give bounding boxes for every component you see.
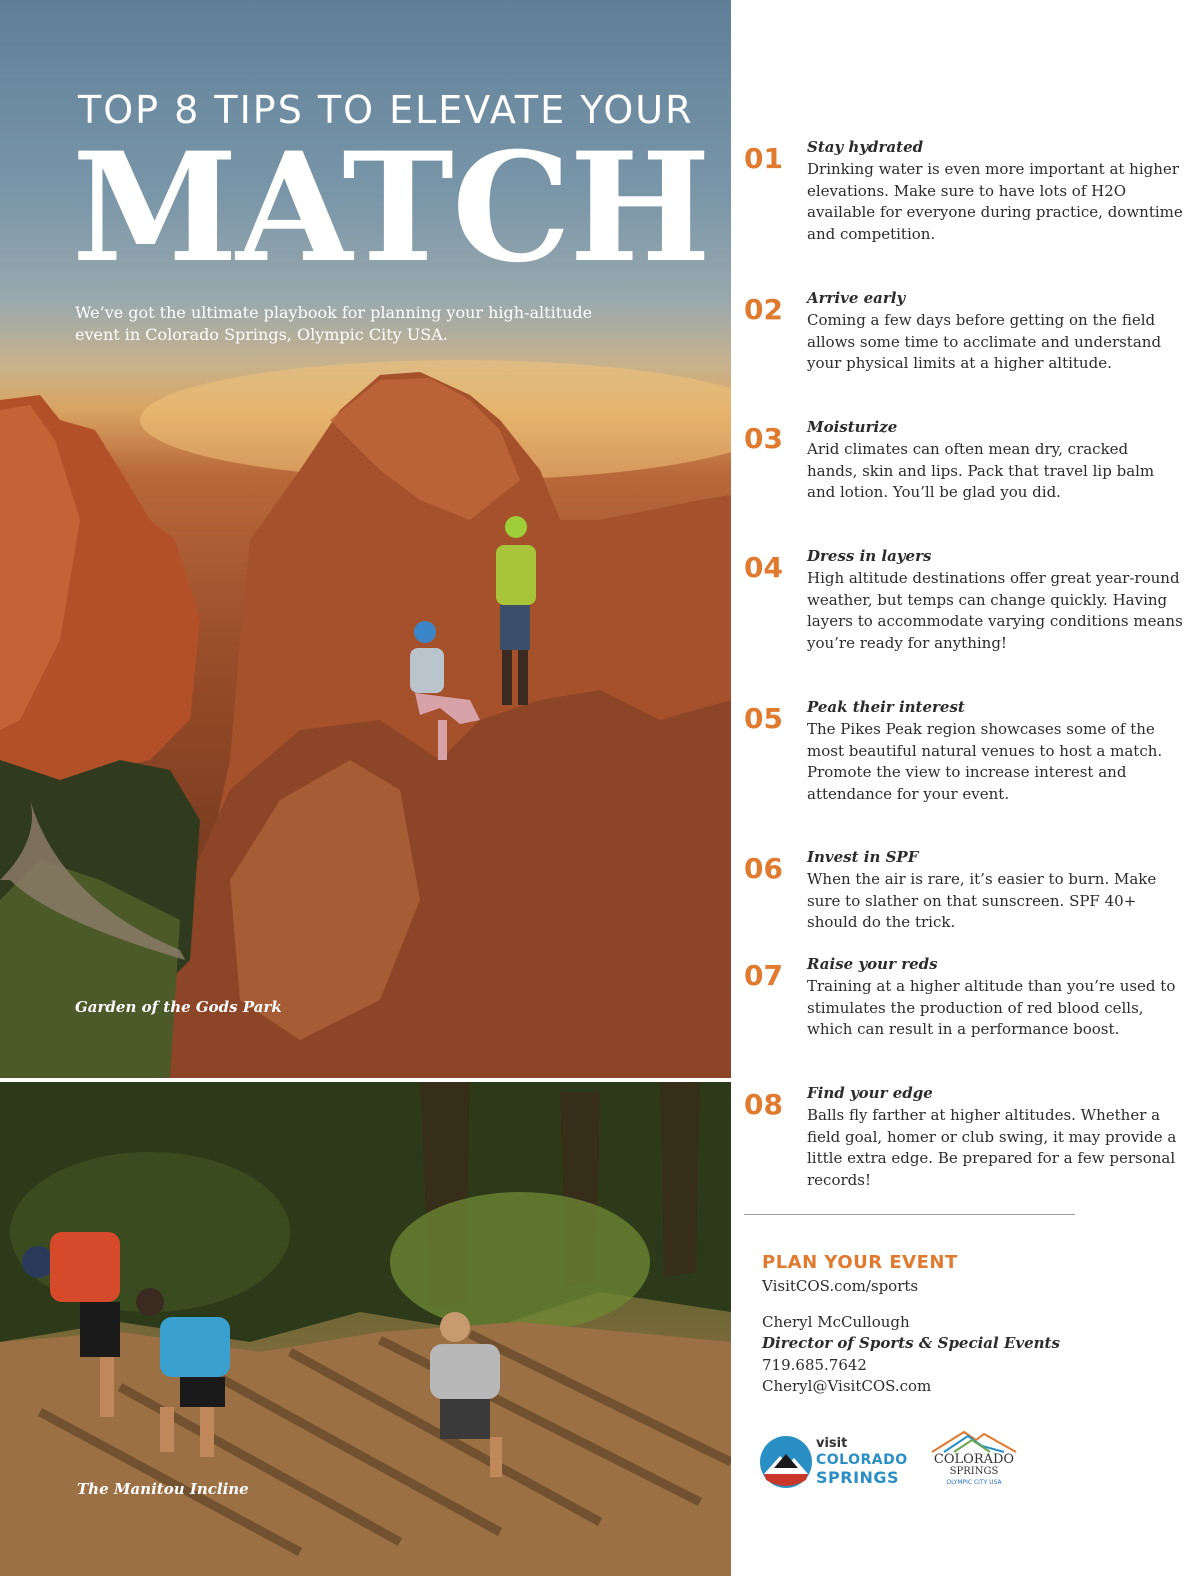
- tip-number: 06: [744, 852, 783, 885]
- tip-title: Peak their interest: [807, 698, 965, 716]
- tip-number: 02: [744, 293, 783, 326]
- contact-phone[interactable]: 719.685.7642: [762, 1355, 867, 1374]
- tip-body: Training at a higher altitude than you’re used to stimulates the production of red blood cells, which can result in a performance boost.: [807, 977, 1176, 1038]
- tip-number: 08: [744, 1088, 783, 1121]
- visit-colorado-springs-logo: [758, 1430, 908, 1490]
- tip-title: Invest in SPF: [807, 848, 919, 866]
- mountain-emblem-icon: [758, 1434, 814, 1490]
- logo-visit-line1: COLORADO: [816, 1452, 908, 1468]
- plan-spacer: [762, 1298, 1182, 1312]
- tip-body: The Pikes Peak region showcases some of the most beautiful natural venues to host a match. Promote the view to increase interest and attendance for your event.: [807, 720, 1163, 803]
- caption-manitou-incline: The Manitou Incline: [77, 1480, 249, 1498]
- tip-number: 03: [744, 422, 783, 455]
- contact-title: Director of Sports & Special Events: [762, 1334, 1060, 1352]
- tip-title: Find your edge: [807, 1084, 933, 1102]
- contact-name: Cheryl McCullough: [762, 1312, 910, 1331]
- tip-number: 05: [744, 702, 783, 735]
- intro-text: We’ve got the ultimate playbook for planning your high-altitude event in Colorado Springs, Olympic City USA.: [75, 303, 593, 344]
- logo-cos-line3: OLYMPIC CITY USA: [946, 1479, 1002, 1486]
- tip-number: 07: [744, 959, 783, 992]
- section-divider: [744, 1214, 1075, 1215]
- logo-cos-line1: COLORADO: [933, 1452, 1015, 1467]
- tip-title: Dress in layers: [807, 547, 932, 565]
- logo-cos-line2: SPRINGS: [949, 1466, 999, 1477]
- headline-kicker: TOP 8 TIPS TO ELEVATE YOUR: [78, 88, 694, 132]
- tip-body: Drinking water is even more important at higher elevations. Make sure to have lots of H2O available for everyone during practice, downtime and competition.: [807, 160, 1183, 243]
- tip-number: 01: [744, 142, 783, 175]
- tip-body: High altitude destinations offer great year-round weather, but temps can change quickly. Having layers to accommodate varying conditions means you’re ready for anything!: [807, 569, 1183, 652]
- headline-main: MATCH: [72, 120, 709, 296]
- colorado-springs-olympic-city-logo: [924, 1426, 1024, 1492]
- tip-title: Moisturize: [807, 418, 898, 436]
- tip-title: Arrive early: [807, 289, 906, 307]
- tip-body: Arid climates can often mean dry, cracked hands, skin and lips. Pack that travel lip balm and lotion. You’ll be glad you did.: [807, 440, 1155, 501]
- plan-url-link[interactable]: VisitCOS.com/sports: [762, 1277, 919, 1295]
- mountain-arc-icon: [924, 1426, 1024, 1454]
- tip-body: Coming a few days before getting on the field allows some time to acclimate and understand your physical limits at a higher altitude.: [807, 311, 1162, 372]
- logo-visit-text: visit: [816, 1436, 848, 1451]
- tip-body: When the air is rare, it’s easier to burn. Make sure to slather on that sunscreen. SPF 40+ should do the trick.: [807, 870, 1157, 931]
- contact-email-link[interactable]: Cheryl@VisitCOS.com: [762, 1377, 932, 1395]
- plan-your-event: [762, 1252, 1182, 1398]
- tip-title: Raise your reds: [807, 955, 938, 973]
- logo-visit-line2: SPRINGS: [816, 1468, 900, 1487]
- photo-manitou-incline: [0, 1082, 731, 1576]
- tip-number: 04: [744, 551, 783, 584]
- caption-garden-of-the-gods: Garden of the Gods Park: [75, 998, 282, 1016]
- tip-body: Balls fly farther at higher altitudes. Whether a field goal, homer or club swing, it may provide a little extra edge. Be prepared for a few personal records!: [807, 1106, 1177, 1189]
- logos: [758, 1426, 1048, 1496]
- plan-heading: PLAN YOUR EVENT: [762, 1252, 958, 1273]
- tip-title: Stay hydrated: [807, 138, 924, 156]
- incline-photo-illustration: [0, 1082, 731, 1576]
